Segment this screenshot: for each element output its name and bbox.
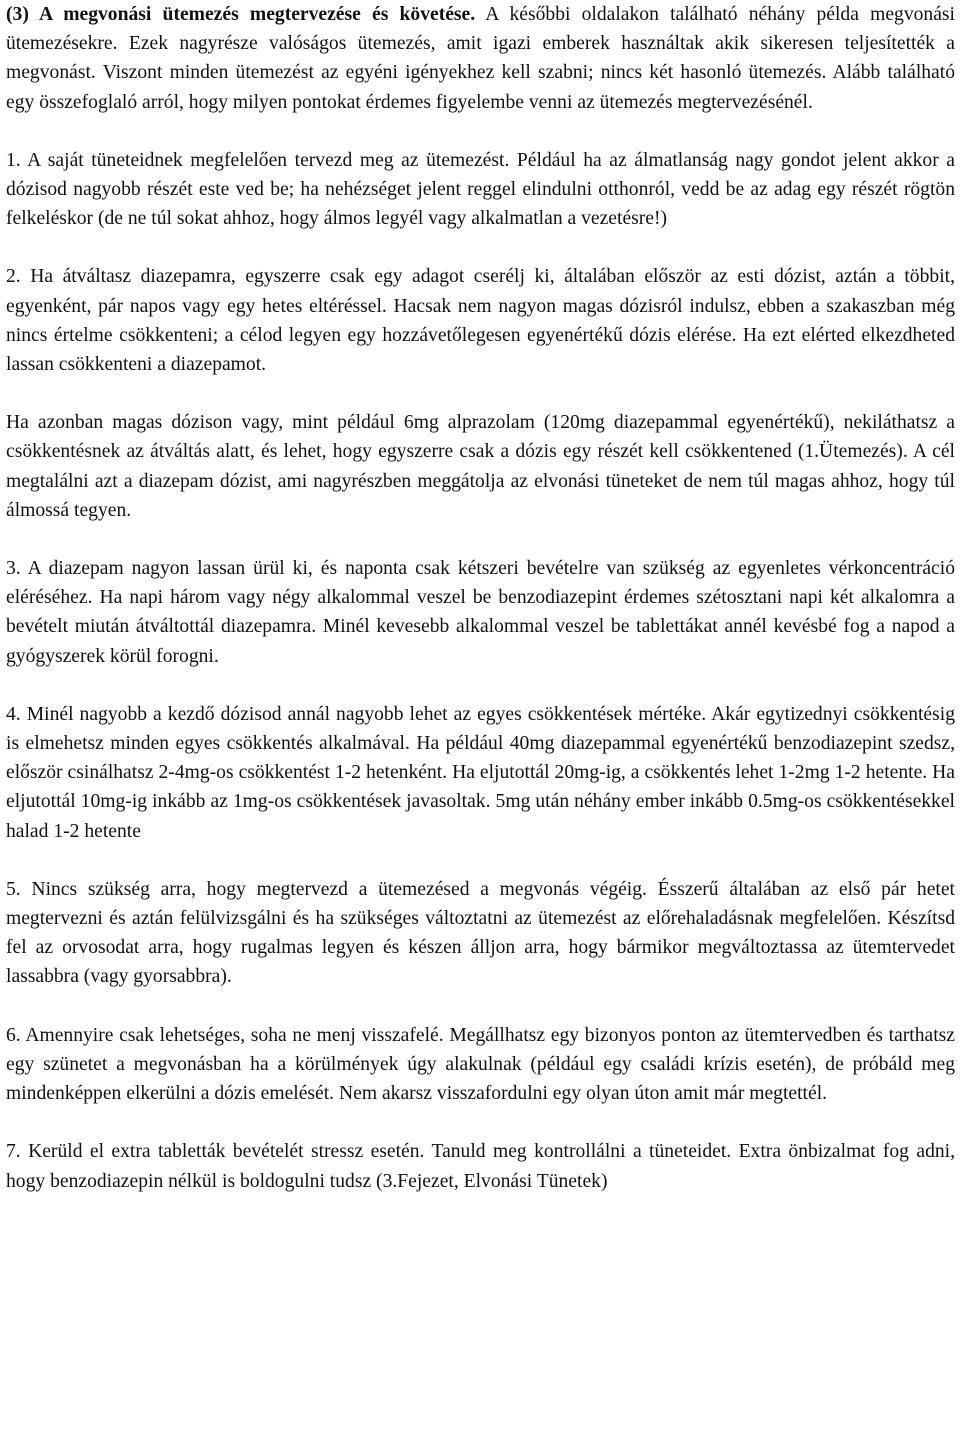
intro-paragraph bbox=[6, 0, 955, 117]
paragraph-point-2-continued: Ha azonban magas dózison vagy, mint például 6mg alprazolam (120mg diazepammal egyenértékű), nekiláthatsz a csökkentésnek az átváltás alatt, és lehet, hogy egyszerre csak a dózis egy részét kell csökkentened (1.Ütemezés). A cél megtalálni azt a diazepam dózist, ami nagyrészben meggátolja az elvonási tüneteket de nem túl magas ahhoz, hogy túl álmossá tegyen. bbox=[6, 412, 955, 521]
paragraph-point-7: 7. Kerüld el extra tabletták bevételét stressz esetén. Tanuld meg kontrollálni a tüneteidet. Extra önbizalmat fog adni, hogy benzodiazepin nélkül is boldogulni tudsz (3.Fejezet, Elvonási Tünetek) bbox=[6, 1141, 955, 1192]
paragraph-point-5: 5. Nincs szükség arra, hogy megtervezd a ütemezésed a megvonás végéig. Ésszerű általában az első pár hetet megtervezni és aztán felülvizsgálni és ha szükséges változtatni az ütemezést az előrehaladásnak megfelelően. Készítsd fel az orvosodat arra, hogy rugalmas legyen és készen álljon arra, hogy bármikor megváltoztassa az ütemtervedet lassabbra (vagy gyorsabbra). bbox=[6, 878, 955, 988]
paragraph-point-2: 2. Ha átváltasz diazepamra, egyszerre csak egy adagot cserélj ki, általában először az esti dózist, aztán a többit, egyenként, pár napos vagy egy hetes eltéréssel. Hacsak nem nagyon magas dózisról indulsz, ebben a szakaszban még nincs értelme csökkenteni; a célod legyen egy hozzávetőlegesen egyenértékű dózis elérése. Ha ezt elérted elkezdheted lassan csökkenteni a diazepamot. bbox=[6, 266, 955, 376]
intro-text: A későbbi oldalakon található néhány példa megvonási ütemezésekre. Ezek nagyrésze valóságos ütemezés, amit igazi emberek használtak akik sikeresen teljesítették a megvonást. Viszont minden ütemezést az egyéni igényekhez kell szabni; nincs két hasonló ütemezés. Alább található egy összefoglaló arról, hogy milyen pontokat érdemes figyelembe venni az ütemezés megtervezésénél. bbox=[6, 4, 955, 113]
paragraph-point-6: 6. Amennyire csak lehetséges, soha ne menj visszafelé. Megállhatsz egy bizonyos ponton az ütemtervedben és tarthatsz egy szünetet a megvonásban ha a körülmények úgy alakulnak (például egy családi krízis esetén), de próbáld meg mindenképpen elkerülni a dózis emelését. Nem akarsz visszafordulni egy olyan úton amit már megtettél. bbox=[6, 1024, 955, 1105]
section-heading: (3) A megvonási ütemezés megtervezése és követése. bbox=[6, 4, 476, 25]
paragraph-point-4: 4. Minél nagyobb a kezdő dózisod annál nagyobb lehet az egyes csökkentések mértéke. Akár egytizednyi csökkentésig is elmehetsz minden egyes csökkentés alkalmával. Ha például 40mg diazepammal egyenértékű benzodiazepint szedsz, először csinálhatsz 2-4mg-os csökkentést 1-2 hetenként. Ha eljutottál 20mg-ig, a csökkentés lehet 1-2mg 1-2 hetente. Ha eljutottál 10mg-ig inkább az 1mg-os csökkentések javasoltak. 5mg után néhány ember inkább 0.5mg-os csökkentésekkel halad 1-2 hetente bbox=[6, 703, 955, 842]
paragraph-point-3: 3. A diazepam nagyon lassan ürül ki, és naponta csak kétszeri bevételre van szükség az egyenletes vérkoncentráció eléréséhez. Ha napi három vagy négy alkalommal veszel be benzodiazepint érdemes szétosztani napi két alkalomra a bevételt miután átváltottál diazepamra. Minél kevesebb alkalommal veszel be tablettákat annél kevésbé fog a napod a gyógyszerek körül forogni. bbox=[6, 558, 955, 667]
document-page bbox=[6, 0, 955, 1196]
paragraph-point-1: 1. A saját tüneteidnek megfelelően tervezd meg az ütemezést. Például ha az álmatlanság nagy gondot jelent akkor a dózisod nagyobb részét este ved be; ha nehézséget jelent reggel elindulni otthonról, vedd be az adag egy részét rögtön felkeléskor (de ne túl sokat ahhoz, hogy álmos legyél vagy alkalmatlan a vezetésre!) bbox=[6, 149, 955, 230]
